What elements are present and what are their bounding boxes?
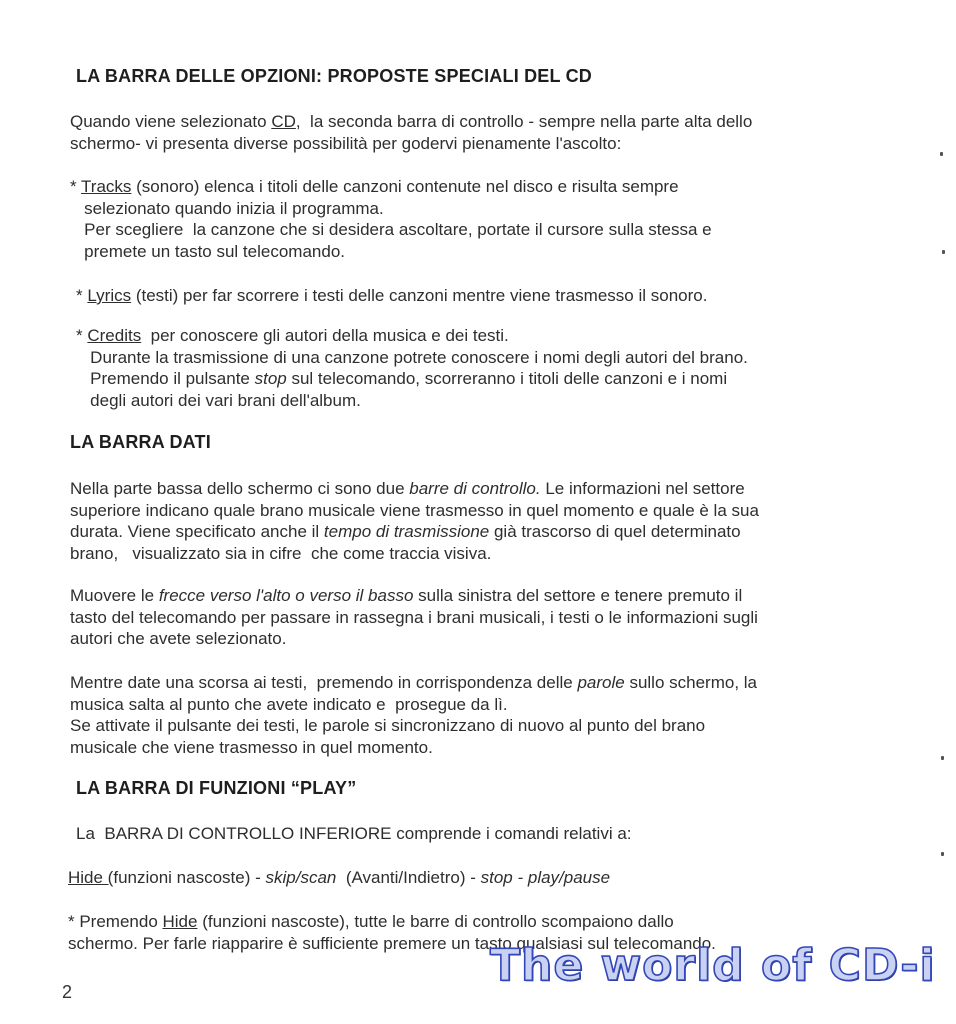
bullet-asterisk: * (76, 286, 88, 305)
dati-paragraph-2 (70, 585, 758, 650)
option-tracks (70, 176, 712, 262)
dati-p1-text-2: Le informazioni nel settore superiore indicano quale brano musicale viene trasmesso in quel momento e quale è la sua durata. Viene specificato anche il (70, 479, 759, 541)
scan-speck (940, 152, 943, 156)
play-p2-text: funzioni nascoste) - (113, 868, 266, 887)
watermark-logo: The world of CD-i (490, 940, 936, 991)
heading-dati: LA BARRA DATI (70, 432, 211, 452)
page-number: 2 (62, 982, 73, 1002)
term-stop-play-pause: stop - play/pause (480, 868, 611, 887)
dati-p1-text-3: già trascorso di quel determinato brano, visualizzato sia in cifre che come traccia visiva. (70, 522, 741, 563)
play-p3-text: * Premendo (68, 912, 163, 931)
term-stop: stop (254, 369, 287, 388)
bullet-asterisk: * (76, 326, 88, 345)
term-skip-scan: skip/scan (265, 868, 337, 887)
term-tempo-di-trasmissione: tempo di trasmissione (323, 522, 490, 541)
option-lyrics (76, 285, 707, 307)
term-tracks: Tracks (81, 177, 132, 196)
opzioni-intro-text: Quando viene selezionato (70, 112, 272, 131)
term-hide: Hide ( (68, 868, 114, 887)
dati-p3-text: Mentre date una scorsa ai testi, premendo in corrispondenza delle (70, 673, 578, 692)
bullet-asterisk: * (70, 177, 82, 196)
heading-play: LA BARRA DI FUNZIONI “PLAY” (76, 778, 357, 798)
term-cd: CD (271, 112, 296, 131)
term-credits: Credits (87, 326, 142, 345)
play-paragraph-2 (68, 867, 610, 889)
credits-description: per conoscere gli autori della musica e dei testi. Durante la trasmissione di una canzone potrete conoscere i nomi degli autori del brano. Premendo il pulsante (90, 326, 748, 388)
term-frecce: frecce verso l'alto o verso il basso (158, 586, 414, 605)
opzioni-intro (70, 111, 752, 154)
play-paragraph-1: La BARRA DI CONTROLLO INFERIORE comprende i comandi relativi a: (76, 824, 632, 843)
term-parole: parole (577, 673, 625, 692)
dati-paragraph-1 (70, 478, 759, 564)
play-p3-text-2: (funzioni nascoste), tutte le barre di controllo scompaiono dallo schermo. Per farle riapparire è sufficiente premere un tasto qualsiasi sul telecomando. (68, 912, 716, 953)
dati-p2-text: Muovere le (70, 586, 159, 605)
opzioni-intro-text-2: , la seconda barra di controllo - sempre nella parte alta dello schermo- vi presenta diverse possibilità per godervi pienamente l'ascolto: (70, 112, 753, 153)
dati-p2-text-2: sulla sinistra del settore e tenere premuto il tasto del telecomando per passare in rassegna i brani musicali, i testi o le informazioni sugli autori che avete selezionato. (70, 586, 758, 648)
tracks-description: (sonoro) elenca i titoli delle canzoni contenute nel disco e risulta sempre selezionato quando inizia il programma. Per scegliere la canzone che si desidera ascoltare, portate il cursore sulla stessa e premete un tasto sul telecomando. (84, 177, 712, 261)
heading-opzioni: LA BARRA DELLE OPZIONI: PROPOSTE SPECIALI DEL CD (76, 66, 592, 86)
scan-speck (942, 250, 945, 254)
play-p2-text-2: (Avanti/Indietro) - (336, 868, 481, 887)
option-credits (76, 325, 748, 411)
term-barre-di-controllo: barre di controllo. (409, 479, 541, 498)
dati-p3-text-2: sullo schermo, la musica salta al punto che avete indicato e prosegue da lì. Se attivate il pulsante dei testi, le parole si sincronizzano di nuovo al punto del brano musicale che viene trasmesso in quel momento. (70, 673, 757, 757)
term-hide-2: Hide (162, 912, 198, 931)
lyrics-description: (testi) per far scorrere i testi delle canzoni mentre viene trasmesso il sonoro. (131, 286, 708, 305)
credits-description-2: sul telecomando, scorreranno i titoli delle canzoni e i nomi degli autori dei vari brani dell'album. (90, 369, 728, 410)
scan-speck (941, 852, 944, 856)
dati-p1-text: Nella parte bassa dello schermo ci sono due (70, 479, 410, 498)
scan-speck (941, 756, 944, 760)
dati-paragraph-3 (70, 672, 757, 758)
term-lyrics: Lyrics (87, 286, 132, 305)
